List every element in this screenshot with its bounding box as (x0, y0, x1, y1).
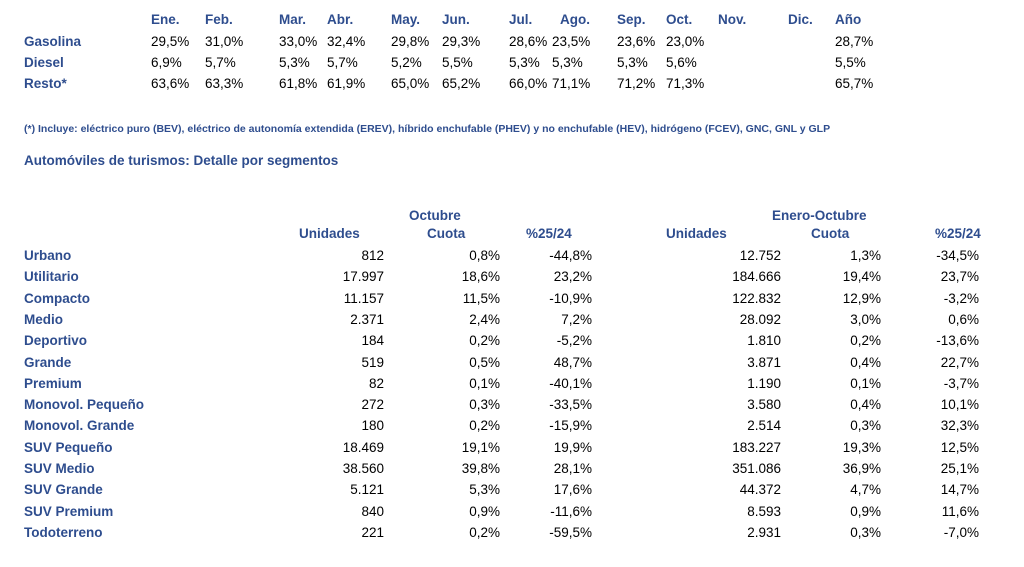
oct-units-cell: 812 (361, 248, 384, 263)
fuel-row-label: Gasolina (24, 34, 82, 49)
ytd-change-cell: 10,1% (940, 397, 979, 412)
fuel-cell-ano: 28,7% (835, 34, 874, 49)
ytd-change-cell: 14,7% (940, 482, 979, 497)
ytd-share-cell: 0,1% (850, 376, 881, 391)
ytd-share-cell: 19,3% (842, 440, 881, 455)
oct-units-cell: 221 (361, 525, 384, 540)
fuel-cell-mar: 5,3% (279, 55, 310, 70)
segment-label: SUV Medio (24, 461, 95, 476)
oct-change-cell: 28,1% (553, 461, 592, 476)
month-header-oct: Oct. (666, 12, 693, 27)
oct-units-cell: 18.469 (342, 440, 384, 455)
oct-change-cell: -33,5% (549, 397, 592, 412)
segment-label: SUV Premium (24, 504, 114, 519)
month-header-feb: Feb. (205, 12, 233, 27)
fuel-cell-sep: 23,6% (617, 34, 656, 49)
col-header-change-ytd: %25/24 (935, 226, 981, 241)
ytd-units-cell: 8.593 (747, 504, 781, 519)
fuel-cell-jun: 5,5% (442, 55, 473, 70)
group-header-october: Octubre (409, 208, 461, 223)
ytd-share-cell: 19,4% (842, 269, 881, 284)
segment-label: Urbano (24, 248, 72, 263)
segments-title: Automóviles de turismos: Detalle por segmentos (24, 153, 339, 168)
segment-label: Utilitario (24, 269, 79, 284)
oct-change-cell: -10,9% (549, 291, 592, 306)
oct-units-cell: 184 (361, 333, 384, 348)
ytd-share-cell: 0,3% (850, 418, 881, 433)
fuel-cell-may: 65,0% (391, 76, 430, 91)
oct-change-cell: -44,8% (549, 248, 592, 263)
oct-change-cell: 48,7% (553, 355, 592, 370)
segment-label: Compacto (24, 291, 91, 306)
ytd-units-cell: 351.086 (732, 461, 781, 476)
ytd-change-cell: 12,5% (940, 440, 979, 455)
segment-label: Monovol. Grande (24, 418, 135, 433)
month-header-abr: Abr. (327, 12, 354, 27)
footnote: (*) Incluye: eléctrico puro (BEV), eléctrico de autonomía extendida (EREV), híbrido enchufable (PHEV) y no enchufable (HEV), hidrógeno (FCEV), GNC, GNL y GLP (24, 123, 831, 135)
oct-change-cell: -15,9% (549, 418, 592, 433)
oct-units-cell: 5.121 (350, 482, 384, 497)
segment-label: Medio (24, 312, 63, 327)
segment-label: Premium (24, 376, 82, 391)
oct-units-cell: 840 (361, 504, 384, 519)
ytd-share-cell: 12,9% (842, 291, 881, 306)
fuel-cell-may: 29,8% (391, 34, 430, 49)
oct-units-cell: 272 (361, 397, 384, 412)
oct-share-cell: 0,3% (469, 397, 500, 412)
fuel-cell-abr: 5,7% (327, 55, 358, 70)
ytd-share-cell: 0,4% (850, 397, 881, 412)
fuel-cell-feb: 31,0% (205, 34, 244, 49)
ytd-change-cell: 23,7% (940, 269, 979, 284)
fuel-cell-sep: 71,2% (617, 76, 656, 91)
ytd-units-cell: 3.871 (747, 355, 781, 370)
col-header-units-ytd: Unidades (666, 226, 727, 241)
month-header-sep: Sep. (617, 12, 646, 27)
oct-change-cell: 7,2% (561, 312, 592, 327)
oct-units-cell: 2.371 (350, 312, 384, 327)
oct-units-cell: 38.560 (342, 461, 384, 476)
fuel-row-label: Resto* (24, 76, 67, 91)
fuel-cell-may: 5,2% (391, 55, 422, 70)
ytd-units-cell: 183.227 (732, 440, 781, 455)
ytd-units-cell: 44.372 (739, 482, 781, 497)
oct-share-cell: 11,5% (462, 291, 500, 306)
ytd-units-cell: 184.666 (732, 269, 781, 284)
month-header-mar: Mar. (279, 12, 307, 27)
oct-share-cell: 18,6% (461, 269, 500, 284)
fuel-cell-abr: 32,4% (327, 34, 366, 49)
ytd-change-cell: -13,6% (936, 333, 979, 348)
oct-share-cell: 0,9% (469, 504, 500, 519)
col-header-units-october: Unidades (299, 226, 360, 241)
ytd-units-cell: 28.092 (739, 312, 781, 327)
ytd-units-cell: 122.832 (732, 291, 781, 306)
fuel-cell-jun: 65,2% (442, 76, 481, 91)
month-header-jun: Jun. (442, 12, 470, 27)
ytd-share-cell: 1,3% (850, 248, 881, 263)
oct-change-cell: 23,2% (553, 269, 592, 284)
segment-label: Deportivo (24, 333, 88, 348)
month-header-nov: Nov. (718, 12, 747, 27)
fuel-cell-mar: 33,0% (279, 34, 318, 49)
fuel-cell-ene: 29,5% (151, 34, 190, 49)
oct-units-cell: 82 (368, 376, 384, 391)
segment-label: Todoterreno (24, 525, 103, 540)
fuel-cell-ago: 23,5% (552, 34, 591, 49)
segment-label: SUV Grande (24, 482, 103, 497)
oct-units-cell: 519 (361, 355, 384, 370)
fuel-cell-feb: 5,7% (205, 55, 236, 70)
oct-units-cell: 11.157 (343, 291, 384, 306)
ytd-change-cell: -3,7% (943, 376, 979, 391)
ytd-change-cell: 25,1% (940, 461, 979, 476)
fuel-cell-oct: 71,3% (666, 76, 705, 91)
fuel-cell-ano: 5,5% (835, 55, 866, 70)
fuel-row-label: Diesel (24, 55, 64, 70)
col-header-share-october: Cuota (427, 226, 466, 241)
segment-label: Monovol. Pequeño (24, 397, 144, 412)
fuel-cell-ene: 63,6% (151, 76, 190, 91)
ytd-units-cell: 1.810 (747, 333, 781, 348)
oct-change-cell: 19,9% (553, 440, 592, 455)
ytd-share-cell: 4,7% (850, 482, 881, 497)
oct-change-cell: -11,6% (550, 504, 592, 519)
oct-change-cell: -59,5% (549, 525, 592, 540)
ytd-share-cell: 0,3% (850, 525, 881, 540)
month-header-ene: Ene. (151, 12, 180, 27)
month-header-ago: Ago. (560, 12, 590, 27)
oct-share-cell: 0,8% (469, 248, 500, 263)
ytd-change-cell: -34,5% (936, 248, 979, 263)
oct-share-cell: 0,1% (469, 376, 500, 391)
ytd-change-cell: 11,6% (941, 504, 979, 519)
ytd-change-cell: -3,2% (943, 291, 979, 306)
group-header-ytd: Enero-Octubre (772, 208, 867, 223)
oct-share-cell: 2,4% (469, 312, 500, 327)
fuel-cell-sep: 5,3% (617, 55, 648, 70)
oct-share-cell: 5,3% (469, 482, 500, 497)
ytd-units-cell: 2.514 (747, 418, 781, 433)
oct-change-cell: 17,6% (553, 482, 592, 497)
ytd-change-cell: -7,0% (943, 525, 979, 540)
segment-label: Grande (24, 355, 72, 370)
fuel-cell-jun: 29,3% (442, 34, 481, 49)
ytd-share-cell: 36,9% (842, 461, 881, 476)
ytd-share-cell: 3,0% (850, 312, 881, 327)
oct-share-cell: 0,2% (469, 525, 500, 540)
ytd-share-cell: 0,9% (850, 504, 881, 519)
fuel-cell-ago: 5,3% (552, 55, 583, 70)
ytd-share-cell: 0,2% (850, 333, 881, 348)
col-header-change-october: %25/24 (526, 226, 572, 241)
month-header-jul: Jul. (509, 12, 533, 27)
fuel-cell-jul: 5,3% (509, 55, 540, 70)
fuel-cell-oct: 23,0% (666, 34, 705, 49)
fuel-cell-mar: 61,8% (279, 76, 318, 91)
oct-share-cell: 0,2% (469, 418, 500, 433)
oct-share-cell: 0,5% (469, 355, 500, 370)
segment-label: SUV Pequeño (24, 440, 113, 455)
fuel-cell-ago: 71,1% (552, 76, 591, 91)
ytd-change-cell: 22,7% (940, 355, 979, 370)
fuel-cell-jul: 28,6% (509, 34, 548, 49)
oct-share-cell: 0,2% (469, 333, 500, 348)
fuel-cell-feb: 63,3% (205, 76, 244, 91)
ytd-units-cell: 3.580 (747, 397, 781, 412)
fuel-cell-jul: 66,0% (509, 76, 548, 91)
ytd-units-cell: 1.190 (747, 376, 781, 391)
fuel-cell-oct: 5,6% (666, 55, 697, 70)
ytd-units-cell: 2.931 (747, 525, 781, 540)
col-header-share-ytd: Cuota (811, 226, 850, 241)
oct-share-cell: 39,8% (461, 461, 500, 476)
fuel-cell-abr: 61,9% (327, 76, 366, 91)
oct-change-cell: -5,2% (556, 333, 592, 348)
month-header-dic: Dic. (788, 12, 813, 27)
ytd-change-cell: 0,6% (948, 312, 979, 327)
oct-units-cell: 180 (361, 418, 384, 433)
fuel-cell-ano: 65,7% (835, 76, 874, 91)
ytd-change-cell: 32,3% (940, 418, 979, 433)
oct-share-cell: 19,1% (461, 440, 500, 455)
oct-change-cell: -40,1% (549, 376, 592, 391)
ytd-share-cell: 0,4% (850, 355, 881, 370)
fuel-cell-ene: 6,9% (151, 55, 182, 70)
oct-units-cell: 17.997 (342, 269, 384, 284)
month-header-ano: Año (835, 12, 862, 27)
ytd-units-cell: 12.752 (739, 248, 781, 263)
month-header-may: May. (391, 12, 421, 27)
